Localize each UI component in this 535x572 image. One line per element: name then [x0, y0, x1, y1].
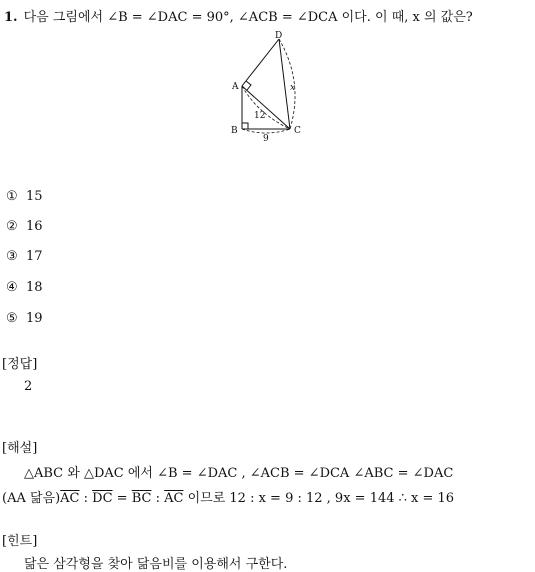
option-4[interactable]: ④ 18: [6, 280, 43, 295]
label-bc: 9: [263, 134, 269, 144]
brace-bc: [242, 129, 290, 133]
right-angle-a: [246, 81, 251, 90]
option-3[interactable]: ③ 17: [6, 249, 43, 264]
triangle-figure: [226, 30, 316, 145]
point-d-label: D: [275, 31, 283, 41]
label-ac: 12: [254, 111, 266, 121]
explanation-header: [해설]: [2, 441, 38, 456]
segment-ac-text: $\overline{AC}$: [60, 491, 80, 506]
hint-header: [힌트]: [2, 534, 38, 549]
question-text: 다음 그림에서 ∠B = ∠DAC = 90°, ∠ACB = ∠DCA 이다. 이 때, x 의 값은?: [23, 10, 473, 25]
segment-ad: [242, 39, 279, 86]
point-c-label: C: [294, 126, 301, 136]
label-dc: x: [290, 83, 296, 93]
segment-ac: [242, 86, 290, 129]
explanation-line-2: (AA 닮음)$\overline{AC}$ : $\overline{DC} = \overline{BC}$ : $\overline{AC}$ 이므로 12 : x = 9 : 12 , 9x = 144 ∴ x = 16: [2, 491, 455, 506]
explanation-line-1: △ABC 와 △DAC 에서 ∠B = ∠DAC , ∠ACB = ∠DCA ∠ABC = ∠DAC: [24, 466, 454, 481]
answer-header: [정답]: [2, 357, 38, 372]
segment-ac-text-2: $\overline{AC}$: [164, 491, 184, 506]
hint-text: 닮은 삼각형을 찾아 닮음비를 이용해서 구한다.: [24, 557, 288, 572]
segment-dc-text: $\overline{DC}$: [92, 491, 113, 506]
option-1[interactable]: ① 15: [6, 189, 43, 204]
segment-dc: [279, 39, 290, 129]
option-2[interactable]: ② 16: [6, 219, 43, 234]
right-angle-b: [242, 123, 248, 129]
question: [4, 6, 473, 25]
answer-value: 2: [24, 379, 33, 394]
question-number: 1.: [4, 10, 18, 25]
option-5[interactable]: ⑤ 19: [6, 311, 43, 326]
point-a-label: A: [232, 82, 239, 92]
segment-bc-text: $\overline{BC}$: [131, 491, 152, 506]
point-b-label: B: [231, 126, 238, 136]
